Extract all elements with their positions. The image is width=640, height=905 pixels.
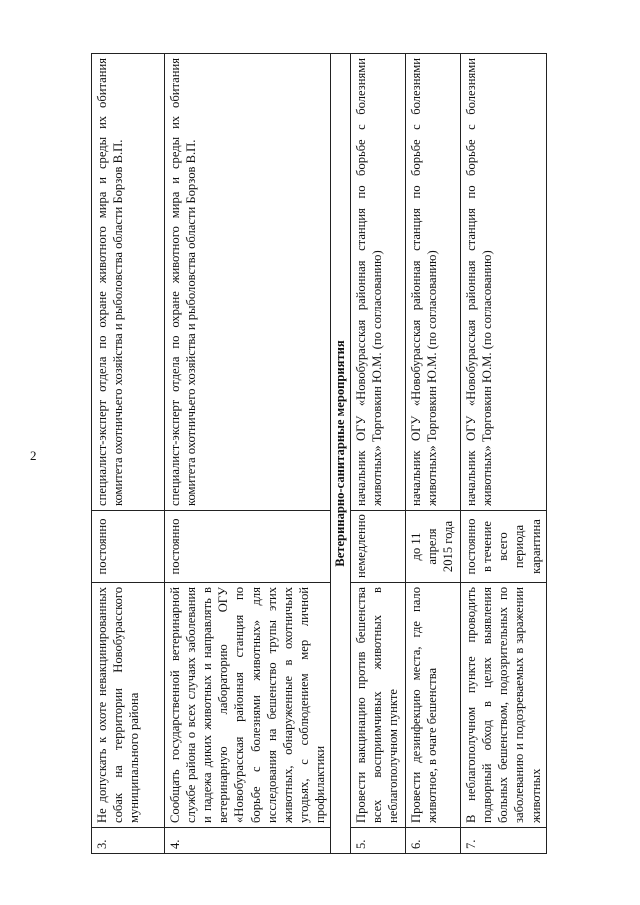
row-number: 4. xyxy=(165,828,331,854)
responsible-cell: начальник ОГУ «Новобурасская районная станция по борьбе с болезнями животных» Торговкин Ю.М. (по согласованию) xyxy=(461,54,547,511)
responsible-cell: специалист-эксперт отдела по охране животного мира и среды их обитания комитета охотничьего хозяйства и рыболовства области Борзов В.П. xyxy=(92,54,165,511)
row-number: 7. xyxy=(461,828,547,854)
row-number: 5. xyxy=(351,828,406,854)
task-cell: Сообщать государственной ветеринарной службе района о всех случаях заболевания и падежа диких животных и направлять в ветеринарную лабораторию ОГУ «Новобурасская районная станция по борьбе с болезнями животных» для исследования на бешенство трупы этих животных, обнаруженные в охотничьих угодьях, с соблюдением мер личной профилактики xyxy=(165,583,331,828)
page-number: 2 xyxy=(30,448,37,463)
measures-table xyxy=(91,53,547,854)
measures-table-rotated xyxy=(91,54,543,854)
row-number: 6. xyxy=(406,828,461,854)
responsible-cell: специалист-эксперт отдела по охране животного мира и среды их обитания комитета охотничьего хозяйства и рыболовства области Борзов В.П. xyxy=(165,54,331,511)
table-row xyxy=(92,54,165,854)
responsible-cell: начальник ОГУ «Новобурасская районная станция по борьбе с болезнями животных» Торговкин Ю.М. (по согласованию) xyxy=(351,54,406,511)
section-row xyxy=(331,54,351,854)
table-row xyxy=(406,54,461,854)
term-cell: немедленно xyxy=(351,511,406,583)
task-cell: Провести дезинфекцию места, где пало животное, в очаге бешенства xyxy=(406,583,461,828)
table-row xyxy=(165,54,331,854)
section-title: Ветеринарно-санитарные мероприятия xyxy=(331,54,351,854)
table-row xyxy=(351,54,406,854)
task-cell: Не допускать к охоте невакцинированных собак на территории Новобурасского муниципального района xyxy=(92,583,165,828)
table-row xyxy=(461,54,547,854)
task-cell: Провести вакцинацию против бешенства всех восприимчивых животных в неблагополучном пункте xyxy=(351,583,406,828)
term-cell: постоянно xyxy=(165,511,331,583)
responsible-cell: начальник ОГУ «Новобурасская районная станция по борьбе с болезнями животных» Торговкин Ю.М. (по согласованию) xyxy=(406,54,461,511)
term-cell: постоянно в течение всего периода карантина xyxy=(461,511,547,583)
term-cell: постоянно xyxy=(92,511,165,583)
row-number: 3. xyxy=(92,828,165,854)
term-cell: до 11 апреля 2015 года xyxy=(406,511,461,583)
task-cell: В неблагополучном пункте проводить подворный обход в целях выявления больных бешенством, подозрительных по заболеванию и подозреваемых в заражении животных xyxy=(461,583,547,828)
